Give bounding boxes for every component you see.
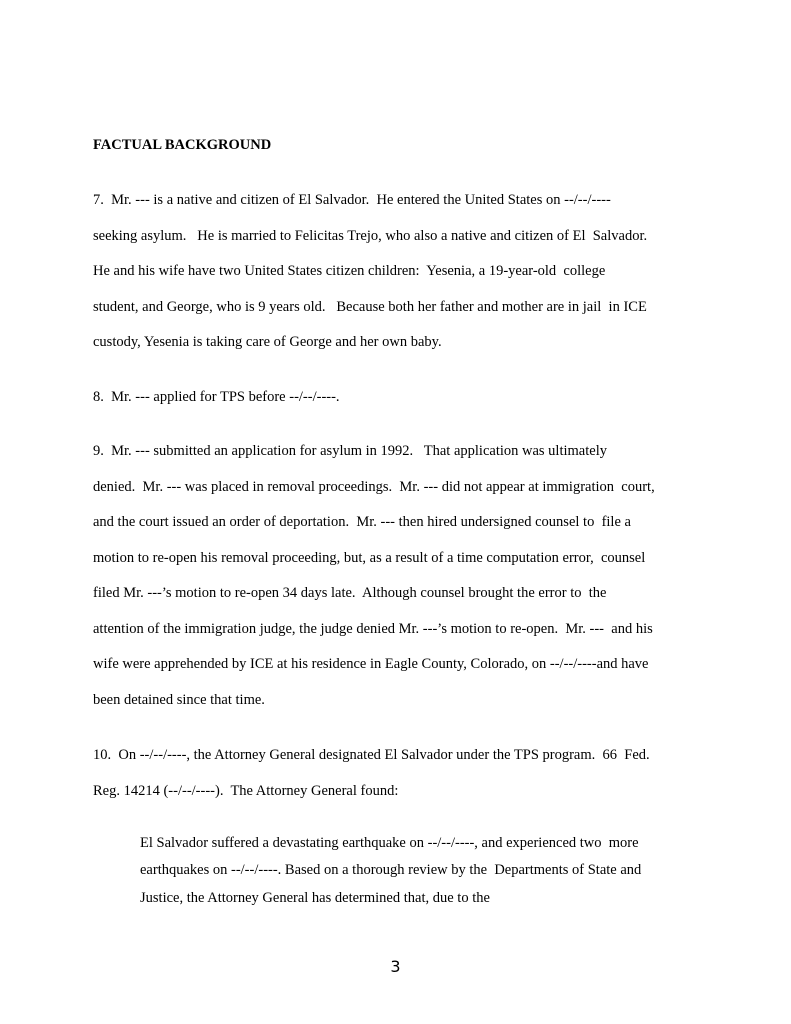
paragraph-line: He and his wife have two United States citizen children: Yesenia, a 19-year-old college [93,263,606,279]
paragraph-line: seeking asylum. He is married to Felicitas Trejo, who also a native and citizen of El Salvador. [93,228,648,244]
paragraph-line: 10. On --/--/----, the Attorney General designated El Salvador under the TPS program. 66 Fed. [93,747,650,763]
paragraph-line: motion to re-open his removal proceeding, but, as a result of a time computation error, counsel [93,550,646,566]
paragraph-line: been detained since that time. [93,692,265,708]
quote-line: El Salvador suffered a devastating earthquake on --/--/----, and experienced two more [140,835,639,851]
paragraph-line: filed Mr. ---’s motion to re-open 34 days late. Although counsel brought the error to the [93,585,607,601]
page-number: 3 [390,957,401,976]
paragraph-line: denied. Mr. --- was placed in removal proceedings. Mr. --- did not appear at immigration court, [93,479,655,495]
paragraph-line: attention of the immigration judge, the judge denied Mr. ---’s motion to re-open. Mr. --- and his [93,621,653,637]
paragraph-line: 8. Mr. --- applied for TPS before --/--/----. [93,389,340,405]
paragraph-line: 7. Mr. --- is a native and citizen of El Salvador. He entered the United States on --/--/---- [93,192,611,208]
paragraph-line: student, and George, who is 9 years old. Because both her father and mother are in jail in ICE [93,299,647,315]
section-heading: FACTUAL BACKGROUND [93,137,272,153]
paragraph-line: wife were apprehended by ICE at his residence in Eagle County, Colorado, on --/--/----and have [93,656,649,672]
quote-line: Justice, the Attorney General has determined that, due to the [140,890,490,906]
paragraph-line: 9. Mr. --- submitted an application for asylum in 1992. That application was ultimately [93,443,607,459]
quote-line: earthquakes on --/--/----. Based on a thorough review by the Departments of State and [140,862,642,878]
paragraph-line: custody, Yesenia is taking care of George and her own baby. [93,334,442,350]
paragraph-line: and the court issued an order of deportation. Mr. --- then hired undersigned counsel to file a [93,514,631,530]
paragraph-line: Reg. 14214 (--/--/----). The Attorney General found: [93,783,399,799]
